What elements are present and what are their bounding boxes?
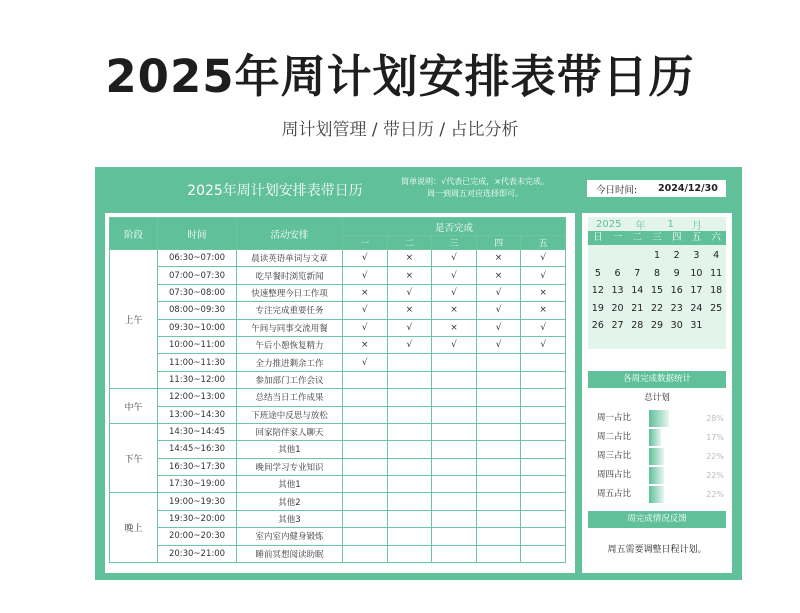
activity-cell[interactable]: 午后小憩恢复精力	[237, 336, 343, 353]
completion-cell[interactable]	[521, 528, 566, 545]
calendar-day[interactable]: 19	[591, 302, 604, 314]
completion-cell[interactable]	[476, 406, 521, 423]
table-row	[110, 423, 566, 440]
calendar-day[interactable]: 12	[591, 285, 604, 296]
calendar-day[interactable]: 6	[614, 267, 621, 279]
calendar-day[interactable]: 25	[710, 302, 723, 314]
calendar-day[interactable]: 10	[690, 267, 703, 279]
stat-percent: 22%	[706, 452, 724, 461]
completion-cell[interactable]	[521, 545, 566, 562]
completion-cell[interactable]	[387, 458, 432, 475]
completion-cell[interactable]: ×	[476, 267, 521, 284]
completion-cell[interactable]	[387, 545, 432, 562]
activity-cell[interactable]: 快速整理今日工作项	[237, 284, 343, 301]
stat-label: 周二占比	[597, 432, 632, 442]
table-row	[110, 267, 566, 284]
completion-cell[interactable]: √	[387, 336, 432, 353]
stat-row	[588, 467, 726, 484]
stat-label: 周五占比	[597, 489, 632, 499]
table-row	[110, 406, 566, 423]
calendar-day[interactable]: 27	[611, 320, 624, 331]
completion-cell[interactable]: √	[387, 319, 432, 336]
stat-bar-fill	[649, 467, 664, 484]
calendar-day[interactable]: 13	[611, 285, 624, 296]
completion-cell[interactable]: √	[476, 284, 521, 301]
completion-cell[interactable]	[387, 406, 432, 423]
calendar-year-unit: 年	[635, 220, 646, 232]
table-row	[110, 389, 566, 406]
schedule-panel	[105, 213, 575, 573]
time-cell: 16:30~17:30	[158, 458, 237, 475]
calendar-day	[627, 247, 647, 265]
activity-cell[interactable]: 睡前冥想阅读助眠	[237, 545, 343, 562]
completion-cell[interactable]	[343, 406, 388, 423]
calendar-day[interactable]: 29	[650, 320, 664, 331]
completion-cell[interactable]	[432, 423, 477, 440]
completion-cell[interactable]	[432, 493, 477, 510]
calendar-day[interactable]: 18	[710, 285, 723, 296]
completion-cell[interactable]	[476, 458, 521, 475]
usage-note-line1: 简单说明：√代表已完成，×代表未完成。	[401, 177, 549, 186]
completion-cell[interactable]	[521, 389, 566, 406]
completion-cell[interactable]	[343, 493, 388, 510]
completion-cell[interactable]	[387, 423, 432, 440]
calendar-month-unit: 月	[691, 220, 702, 232]
calendar-day[interactable]: 28	[631, 320, 644, 331]
completion-cell[interactable]	[521, 406, 566, 423]
completion-cell[interactable]	[476, 493, 521, 510]
table-row	[110, 284, 566, 301]
calendar-day[interactable]: 7	[634, 267, 641, 279]
calendar-day[interactable]: 9	[673, 267, 680, 279]
page-title: 2025年周计划安排表带日历	[105, 50, 695, 103]
activity-cell[interactable]: 总结当日工作成果	[237, 389, 343, 406]
table-row	[110, 319, 566, 336]
completion-cell[interactable]: √	[521, 319, 566, 336]
feedback-text: 周五需要调整日程计划。	[607, 545, 707, 555]
table-row	[110, 493, 566, 510]
stat-label: 周一占比	[597, 413, 632, 423]
stat-label: 周四占比	[597, 470, 632, 480]
activity-cell[interactable]: 参加部门工作会议	[237, 371, 343, 388]
stat-bar-fill	[649, 486, 664, 503]
completion-cell[interactable]	[521, 441, 566, 458]
schedule-body	[110, 250, 566, 563]
stat-bar-track	[649, 448, 705, 465]
sheet-title: 2025年周计划安排表带日历	[187, 183, 363, 199]
time-cell: 11:30~12:00	[158, 371, 237, 388]
completion-cell[interactable]	[432, 510, 477, 527]
table-row	[110, 458, 566, 475]
completion-cell[interactable]	[476, 545, 521, 562]
stat-percent: 22%	[706, 490, 724, 499]
completion-cell[interactable]	[387, 476, 432, 493]
completion-cell[interactable]	[387, 528, 432, 545]
header-time: 时间	[158, 218, 237, 250]
calendar-day[interactable]: 2	[673, 250, 680, 261]
header-activity: 活动安排	[237, 218, 343, 250]
calendar-weekday: 四	[671, 232, 682, 243]
activity-cell[interactable]: 晚间学习专业知识	[237, 458, 343, 475]
activity-cell[interactable]: 午间与同事交流用餐	[237, 319, 343, 336]
header-day-fri: 五	[521, 236, 566, 250]
activity-cell[interactable]: 晨读英语单词与文章	[237, 250, 343, 267]
stat-row	[588, 486, 726, 503]
time-cell: 17:30~19:00	[158, 476, 237, 493]
completion-cell[interactable]	[521, 354, 566, 371]
table-row	[110, 441, 566, 458]
completion-cell[interactable]	[521, 510, 566, 527]
usage-note-line2: 周一到周五对应选择即可。	[427, 189, 523, 198]
time-cell: 12:00~13:00	[158, 389, 237, 406]
calendar-weekday: 日	[593, 232, 603, 243]
stat-bar-fill	[649, 410, 669, 427]
completion-cell[interactable]	[432, 545, 477, 562]
completion-cell[interactable]	[476, 476, 521, 493]
stat-bar-track	[649, 410, 705, 427]
calendar-weekday: 二	[632, 232, 643, 243]
completion-cell[interactable]	[521, 493, 566, 510]
calendar-day[interactable]: 3	[693, 250, 700, 261]
table-row	[110, 545, 566, 562]
calendar-day	[706, 317, 726, 335]
completion-cell[interactable]	[343, 458, 388, 475]
stat-row	[588, 410, 726, 427]
activity-cell[interactable]: 其他3	[237, 510, 343, 527]
completion-cell[interactable]: ×	[387, 302, 432, 319]
time-cell: 07:30~08:00	[158, 284, 237, 301]
stat-row	[588, 429, 726, 446]
completion-cell[interactable]: ×	[521, 284, 566, 301]
completion-cell[interactable]	[476, 354, 521, 371]
activity-cell[interactable]: 室内室内健身锻炼	[237, 528, 343, 545]
completion-cell[interactable]	[432, 458, 477, 475]
completion-cell[interactable]: ×	[432, 319, 477, 336]
completion-cell[interactable]	[432, 354, 477, 371]
completion-cell[interactable]: ×	[521, 302, 566, 319]
header-stage: 阶段	[110, 218, 158, 250]
calendar-day[interactable]: 24	[690, 302, 703, 314]
completion-cell[interactable]: ×	[387, 250, 432, 267]
table-row	[110, 250, 566, 267]
completion-cell[interactable]: √	[521, 250, 566, 267]
completion-cell[interactable]	[432, 441, 477, 458]
activity-cell[interactable]: 其他1	[237, 476, 343, 493]
calendar-day[interactable]: 30	[670, 320, 683, 331]
calendar-weekday: 五	[691, 232, 702, 243]
calendar-day[interactable]: 26	[591, 320, 604, 331]
time-cell: 08:00~09:30	[158, 302, 237, 319]
period-cell: 中午	[110, 389, 158, 424]
time-cell: 19:30~20:00	[158, 510, 237, 527]
completion-cell[interactable]	[432, 406, 477, 423]
completion-cell[interactable]: √	[343, 267, 388, 284]
table-row	[110, 510, 566, 527]
completion-cell[interactable]	[521, 458, 566, 475]
completion-cell[interactable]: √	[432, 267, 477, 284]
calendar-weekday: 三	[652, 232, 662, 243]
time-cell: 09:30~10:00	[158, 319, 237, 336]
completion-cell[interactable]	[343, 510, 388, 527]
calendar-month[interactable]: 1	[667, 218, 674, 230]
activity-cell[interactable]: 回家陪伴家人聊天	[237, 423, 343, 440]
table-row	[110, 476, 566, 493]
completion-cell[interactable]: √	[387, 284, 432, 301]
calendar-day	[588, 247, 608, 265]
calendar-header[interactable]	[588, 217, 726, 231]
header-day-thu: 四	[476, 236, 521, 250]
calendar-day[interactable]: 1	[653, 250, 661, 261]
completion-cell[interactable]	[432, 389, 477, 406]
completion-cell[interactable]	[432, 371, 477, 388]
completion-cell[interactable]	[343, 545, 388, 562]
stat-bar-fill	[649, 429, 661, 446]
stat-percent: 17%	[706, 433, 724, 442]
time-cell: 13:00~14:30	[158, 406, 237, 423]
completion-cell[interactable]	[387, 354, 432, 371]
calendar-day[interactable]: 20	[611, 302, 624, 314]
completion-cell[interactable]: √	[343, 250, 388, 267]
activity-cell[interactable]: 吃早餐时浏览新闻	[237, 267, 343, 284]
header-day-mon: 一	[343, 236, 388, 250]
today-value[interactable]: 2024/12/30	[658, 183, 718, 194]
stat-bar-track	[649, 429, 705, 446]
table-row	[110, 336, 566, 353]
stat-percent: 22%	[706, 471, 724, 480]
feedback-title: 周完成情况反馈	[588, 511, 726, 528]
time-cell: 14:45~16:30	[158, 441, 237, 458]
time-cell: 20:30~21:00	[158, 545, 237, 562]
page-subtitle: 周计划管理 / 带日历 / 占比分析	[281, 120, 519, 140]
completion-cell[interactable]: √	[476, 336, 521, 353]
completion-cell[interactable]	[343, 528, 388, 545]
completion-cell[interactable]	[343, 389, 388, 406]
calendar-day[interactable]: 5	[594, 267, 601, 279]
stat-row	[588, 448, 726, 465]
completion-cell[interactable]: √	[476, 302, 521, 319]
completion-cell[interactable]	[521, 423, 566, 440]
calendar-day[interactable]: 8	[653, 267, 661, 279]
usage-note	[365, 176, 585, 200]
time-cell: 06:30~07:00	[158, 250, 237, 267]
completion-cell[interactable]	[476, 389, 521, 406]
activity-cell[interactable]: 专注完成重要任务	[237, 302, 343, 319]
completion-cell[interactable]	[343, 476, 388, 493]
calendar-day	[608, 247, 628, 265]
calendar-day[interactable]: 23	[670, 302, 683, 314]
completion-cell[interactable]: √	[343, 302, 388, 319]
completion-cell[interactable]	[387, 389, 432, 406]
activity-cell[interactable]: 全力推进剩余工作	[237, 354, 343, 371]
completion-cell[interactable]	[343, 441, 388, 458]
period-cell: 晚上	[110, 493, 158, 563]
completion-cell[interactable]	[476, 510, 521, 527]
calendar-day[interactable]: 11	[710, 267, 723, 279]
calendar	[588, 217, 726, 349]
time-cell: 14:30~14:45	[158, 423, 237, 440]
completion-cell[interactable]	[432, 476, 477, 493]
completion-cell[interactable]	[521, 476, 566, 493]
completion-cell[interactable]: √	[521, 336, 566, 353]
completion-cell[interactable]	[343, 371, 388, 388]
schedule-table	[109, 217, 566, 563]
time-cell: 07:00~07:30	[158, 267, 237, 284]
completion-cell[interactable]: √	[521, 267, 566, 284]
completion-cell[interactable]	[387, 493, 432, 510]
calendar-day[interactable]: 4	[713, 250, 720, 261]
completion-cell[interactable]	[343, 423, 388, 440]
period-cell: 上午	[110, 250, 158, 389]
time-cell: 10:00~11:00	[158, 336, 237, 353]
table-row	[110, 302, 566, 319]
activity-cell[interactable]: 其他1	[237, 441, 343, 458]
completion-cell[interactable]	[387, 371, 432, 388]
completion-cell[interactable]: ×	[387, 267, 432, 284]
calendar-day[interactable]: 15	[650, 285, 664, 296]
calendar-weekdays	[588, 231, 726, 245]
completion-cell[interactable]	[476, 423, 521, 440]
stat-bar-track	[649, 467, 705, 484]
calendar-days	[588, 245, 726, 335]
activity-cell[interactable]: 其他2	[237, 493, 343, 510]
table-row	[110, 371, 566, 388]
calendar-day[interactable]: 31	[690, 320, 703, 331]
completion-cell[interactable]: √	[343, 354, 388, 371]
table-row	[110, 528, 566, 545]
today-box	[587, 180, 726, 197]
calendar-day[interactable]: 14	[631, 285, 644, 296]
completion-cell[interactable]	[476, 371, 521, 388]
completion-cell[interactable]: √	[343, 319, 388, 336]
completion-cell[interactable]: ×	[343, 284, 388, 301]
stat-label: 周三占比	[597, 451, 632, 461]
table-row	[110, 354, 566, 371]
planner-sheet	[95, 167, 742, 580]
completion-cell[interactable]	[432, 528, 477, 545]
time-cell: 20:00~20:30	[158, 528, 237, 545]
activity-cell[interactable]: 下班途中反思与放松	[237, 406, 343, 423]
side-panel	[582, 213, 732, 573]
period-cell: 下午	[110, 423, 158, 493]
calendar-weekday: 六	[711, 232, 721, 243]
completion-cell[interactable]: ×	[343, 336, 388, 353]
calendar-day[interactable]: 17	[690, 285, 703, 296]
stats-title: 各周完成数据统计	[588, 371, 726, 388]
completion-cell[interactable]: √	[432, 284, 477, 301]
header-done: 是否完成	[343, 218, 566, 236]
completion-cell[interactable]	[521, 371, 566, 388]
completion-cell[interactable]	[476, 528, 521, 545]
completion-cell[interactable]: ×	[476, 250, 521, 267]
calendar-day[interactable]: 16	[670, 285, 683, 296]
completion-cell[interactable]: √	[476, 319, 521, 336]
time-cell: 11:00~11:30	[158, 354, 237, 371]
completion-cell[interactable]	[387, 441, 432, 458]
completion-cell[interactable]: √	[432, 250, 477, 267]
header-day-wed: 三	[432, 236, 477, 250]
stats-subtitle: 总计划	[644, 393, 670, 403]
header-day-tue: 二	[387, 236, 432, 250]
stat-bar-fill	[649, 448, 664, 465]
completion-cell[interactable]: √	[432, 336, 477, 353]
calendar-day[interactable]: 22	[650, 302, 664, 314]
calendar-weekday: 一	[612, 232, 623, 243]
completion-cell[interactable]: ×	[432, 302, 477, 319]
completion-cell[interactable]	[387, 510, 432, 527]
today-label: 今日时间:	[596, 184, 638, 196]
stat-bar-track	[649, 486, 705, 503]
time-cell: 19:00~19:30	[158, 493, 237, 510]
calendar-day[interactable]: 21	[631, 302, 644, 314]
calendar-year[interactable]: 2025	[596, 218, 622, 230]
completion-cell[interactable]	[476, 441, 521, 458]
stat-percent: 28%	[706, 414, 724, 423]
